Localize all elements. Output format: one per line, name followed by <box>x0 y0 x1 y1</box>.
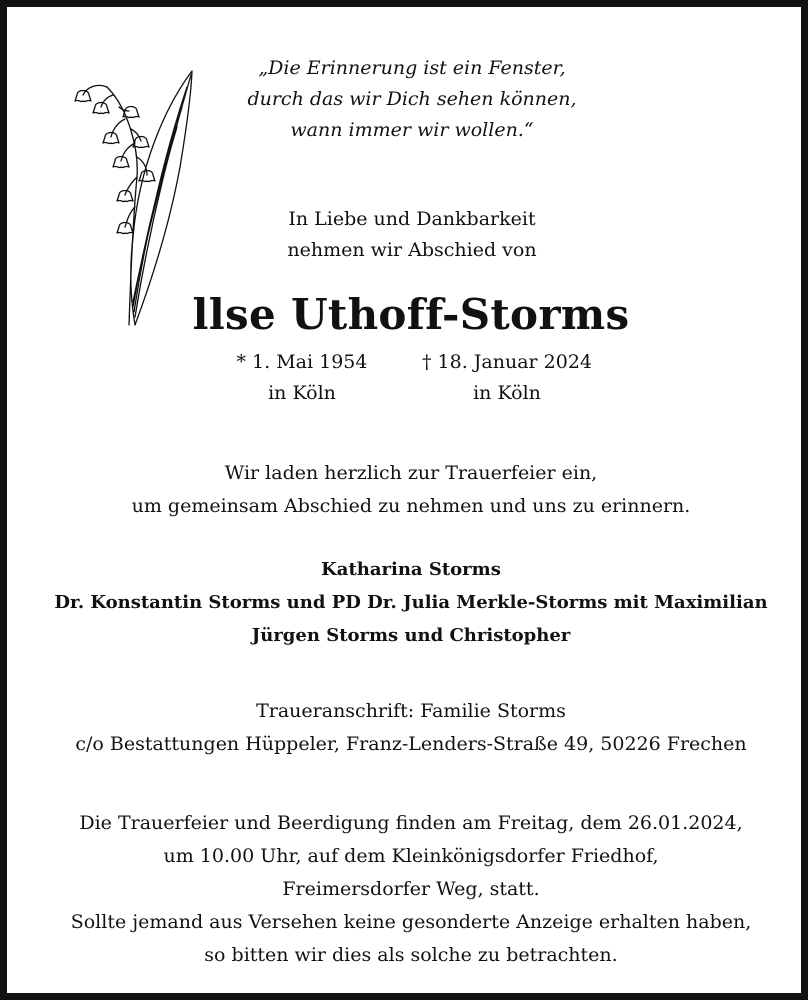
address-line: c/o Bestattungen Hüppeler, Franz-Lenders-Straße 49, 50226 Frechen <box>75 733 747 755</box>
invitation-line: um gemeinsam Abschied zu nehmen und uns zu erinnern. <box>131 495 691 517</box>
invitation-text <box>7 457 808 523</box>
mourners-list <box>7 553 808 652</box>
service-line: um 10.00 Uhr, auf dem Kleinkönigsdorfer Friedhof, <box>163 845 659 867</box>
invitation-line: Wir laden herzlich zur Trauerfeier ein, <box>224 462 598 484</box>
mourner-line: Katharina Storms <box>321 559 501 580</box>
birth-info <box>212 347 392 409</box>
mourner-line: Dr. Konstantin Storms und PD Dr. Julia Merkle-Storms mit Maximilian <box>54 592 768 613</box>
intro-line: nehmen wir Abschied von <box>287 239 537 261</box>
memorial-quote <box>67 53 757 146</box>
mourning-address <box>7 695 808 761</box>
service-line: Sollte jemand aus Versehen keine gesonderte Anzeige erhalten haben, <box>70 911 752 933</box>
quote-line: wann immer wir wollen.“ <box>290 119 534 141</box>
service-line: Die Trauerfeier und Beerdigung finden am Freitag, dem 26.01.2024, <box>79 812 743 834</box>
death-info <box>407 347 607 409</box>
birth-date: * 1. Mai 1954 <box>236 351 368 373</box>
service-line: Freimersdorfer Weg, statt. <box>282 878 540 900</box>
deceased-name: llse Uthoff-Storms <box>192 290 630 339</box>
intro-text <box>67 204 757 266</box>
quote-line: „Die Erinnerung ist ein Fenster, <box>258 57 566 79</box>
life-dates <box>7 347 808 417</box>
death-place: in Köln <box>473 382 541 404</box>
funeral-service-info <box>7 807 808 972</box>
quote-line: durch das wir Dich sehen können, <box>247 88 577 110</box>
intro-line: In Liebe und Dankbarkeit <box>288 208 536 230</box>
address-line: Traueranschrift: Familie Storms <box>256 700 566 722</box>
death-date: † 18. Januar 2024 <box>421 351 593 373</box>
mourner-line: Jürgen Storms und Christopher <box>251 625 571 646</box>
birth-place: in Köln <box>268 382 336 404</box>
service-line: so bitten wir dies als solche zu betrachten. <box>204 944 618 966</box>
